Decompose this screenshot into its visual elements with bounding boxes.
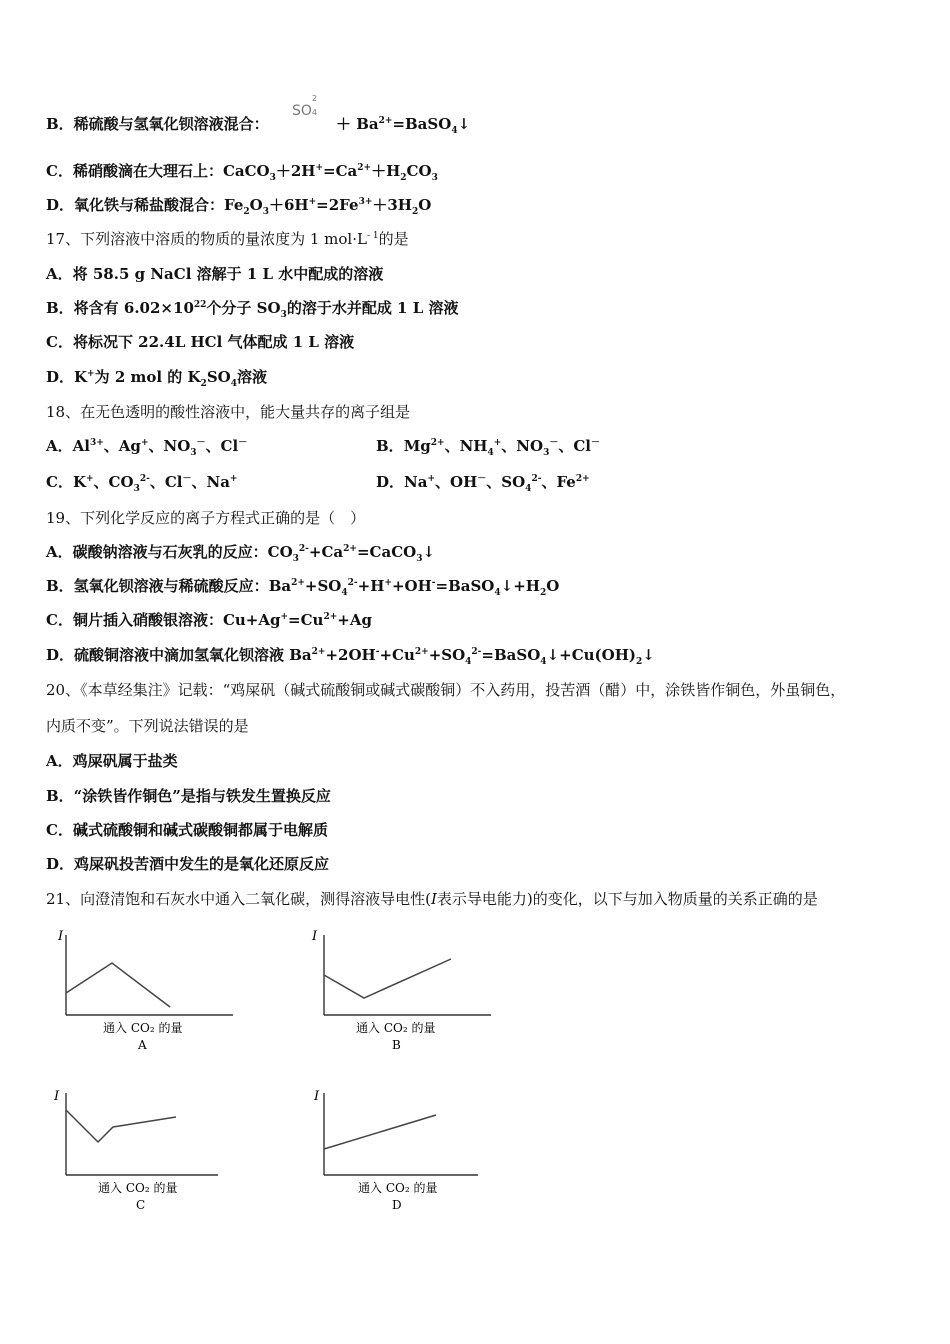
sulfate-main: SO: [292, 103, 312, 119]
q19-b-pre: B．氢氧化钡溶液与稀硫酸反应：: [46, 577, 269, 595]
graph-a: [48, 925, 248, 1055]
graph-c: [48, 1085, 248, 1215]
q17-option-c: C．将标况下 22.4L HCl 气体配成 1 L 溶液: [46, 333, 355, 351]
q17-d-sub2: 4: [230, 379, 237, 389]
q20-option-d: D．鸡屎矾投苦酒中发生的是氧化还原反应: [46, 855, 330, 873]
q21-stem: [46, 889, 818, 909]
q18-b-label: B．: [376, 437, 404, 455]
q21-stem-post: 表示导电能力)的变化，以下与加入物质量的关系正确的是: [436, 890, 818, 908]
q17-stem: [46, 229, 409, 249]
graph-a-caption: A: [138, 1038, 147, 1052]
graph-b: [306, 925, 506, 1055]
q16-b-sup: 2+: [378, 116, 393, 126]
graph-c-caption: C: [136, 1198, 146, 1212]
q19-c-pre: C．铜片插入硝酸银溶液：: [46, 611, 223, 629]
graph-b-caption: B: [392, 1038, 401, 1052]
q20-stem-line2: 内质不变”。下列说法错误的是: [46, 717, 249, 735]
q18-a-label: A．: [46, 437, 73, 455]
q16-b-arrow: ↓: [457, 115, 471, 133]
graph-b-y-label: I: [312, 929, 318, 944]
q21-stem-i: I: [430, 890, 437, 908]
q17-d-end: 溶液: [236, 368, 267, 386]
q17-d-sub: 2: [200, 379, 207, 389]
q19-option-d: D．硫酸铜溶液中滴加氢氧化钡溶液 $Ba^{2+}+2OH^-+Cu^{2+}+SO_4^{2-}=BaSO_4↓+Cu(OH)_2↓$: [46, 646, 655, 667]
q16-b-prefix: B．稀硫酸与氢氧化钡溶液混合：: [46, 115, 269, 133]
q17-d-mid: 为 2 mol 的 K: [94, 368, 201, 386]
q18-c-label: C．: [46, 473, 73, 491]
q17-option-a: A．将 58.5 g NaCl 溶解于 1 L 水中配成的溶液: [46, 265, 384, 283]
q17-b-pre: B．将含有 6.02×10: [46, 299, 194, 317]
graph-d: [306, 1085, 506, 1215]
q19-a-pre: A．碳酸钠溶液与石灰乳的反应：: [46, 543, 268, 561]
graph-b-curve: [324, 959, 451, 998]
graph-c-y-label: I: [54, 1089, 60, 1104]
q19-d-pre: D．硫酸铜溶液中滴加氢氧化钡溶液: [46, 646, 290, 664]
q17-stem-text: 17、下列溶液中溶质的物质的量浓度为 1 mol·L: [46, 230, 367, 248]
q18-stem: 18、在无色透明的酸性溶液中，能大量共存的离子组是: [46, 403, 411, 421]
q17-b-sub: 3: [280, 310, 287, 320]
sulfate-formula-image: SO 2 4: [292, 94, 317, 119]
q17-b-sup: 22: [193, 300, 207, 310]
q17-d-sup: +: [87, 369, 95, 379]
q19-option-b: B．氢氧化钡溶液与稀硫酸反应：$Ba^{2+}+SO_4^{2-}+H^++OH^-=BaSO_4↓+H_2O$: [46, 577, 560, 598]
q17-stem-end: 的是: [378, 230, 409, 248]
q19-stem: 19、下列化学反应的离子方程式正确的是（ ）: [46, 509, 366, 527]
graph-a-curve: [66, 963, 170, 1007]
q20-option-c: C．碱式硫酸铜和碱式碳酸铜都属于电解质: [46, 821, 328, 839]
graph-b-x-label: 通入 CO₂ 的量: [356, 1021, 436, 1035]
q19-option-a: A．碳酸钠溶液与石灰乳的反应：$CO_3^{2-}+Ca^{2+}=CaCO_3↓$: [46, 543, 436, 564]
q19-option-c: C．铜片插入硝酸银溶液：$Cu+Ag^+=Cu^{2+}+Ag$: [46, 611, 372, 629]
q20-option-b: B．“涂铁皆作铜色”是指与铁发生置换反应: [46, 787, 331, 805]
q17-option-d: [46, 367, 267, 387]
q16-option-d: D．氧化铁与稀盐酸混合：$Fe_2O_3+6H^+=2Fe^{3+}+3H_2O$: [46, 196, 432, 217]
q20-option-a: A．鸡屎矾属于盐类: [46, 752, 178, 770]
q17-b-end: 的溶于水并配成 1 L 溶液: [286, 299, 459, 317]
q18-option-b: B．$Mg^{2+}$、$NH_4^+$、$NO_3^-$、Cl－: [376, 437, 601, 458]
q16-b-end-sub: 4: [451, 126, 458, 136]
graph-d-caption: D: [392, 1198, 402, 1212]
graph-c-curve: [66, 1110, 176, 1142]
q17-d-mid2: SO: [206, 368, 231, 386]
q16-d-text: D．氧化铁与稀盐酸混合：Fe: [46, 196, 244, 214]
q21-stem-pre: 21、向澄清饱和石灰水中通入二氧化碳，测得溶液导电性(: [46, 890, 431, 908]
q17-option-b: [46, 298, 458, 318]
q18-option-d: D．Na+、OH－、$SO_4^{2-}$、$Fe^{2+}$: [376, 473, 590, 494]
q16-b-suffix: ＋ Ba: [336, 115, 379, 133]
graph-d-curve: [324, 1115, 436, 1149]
q16-option-b-equation: [336, 114, 470, 134]
graph-a-x-label: 通入 CO₂ 的量: [103, 1021, 183, 1035]
q17-b-mid: 个分子 SO: [206, 299, 281, 317]
q17-d-pre: D．K: [46, 368, 88, 386]
q16-option-b: [46, 114, 269, 134]
q16-c-text: C．稀硝酸滴在大理石上：CaCO: [46, 162, 270, 180]
q18-option-c: C．K+、$CO_3^{2-}$、Cl－、Na+: [46, 473, 238, 494]
q16-option-c: C．稀硝酸滴在大理石上：$CaCO_3+2H^+=Ca^{2+}+H_2CO_3$: [46, 162, 438, 183]
graph-d-x-label: 通入 CO₂ 的量: [358, 1181, 438, 1195]
graph-d-y-label: I: [314, 1089, 320, 1104]
q18-option-a: A．$Al^{3+}$、Ag+、$NO_3^-$、Cl－: [46, 437, 248, 458]
q20-stem-line1: 20、《本草经集注》记载：“鸡屎矾（碱式硫酸铜或碱式碳酸铜）不入药用，投苦酒（醋）中，涂铁皆作铜色，外虽铜色，: [46, 681, 846, 699]
q16-b-end: =BaSO: [392, 115, 452, 133]
q18-d-label: D．: [376, 473, 405, 491]
graph-c-x-label: 通入 CO₂ 的量: [98, 1181, 178, 1195]
graph-a-y-label: I: [58, 929, 64, 944]
q17-stem-sup: - 1: [366, 231, 379, 241]
